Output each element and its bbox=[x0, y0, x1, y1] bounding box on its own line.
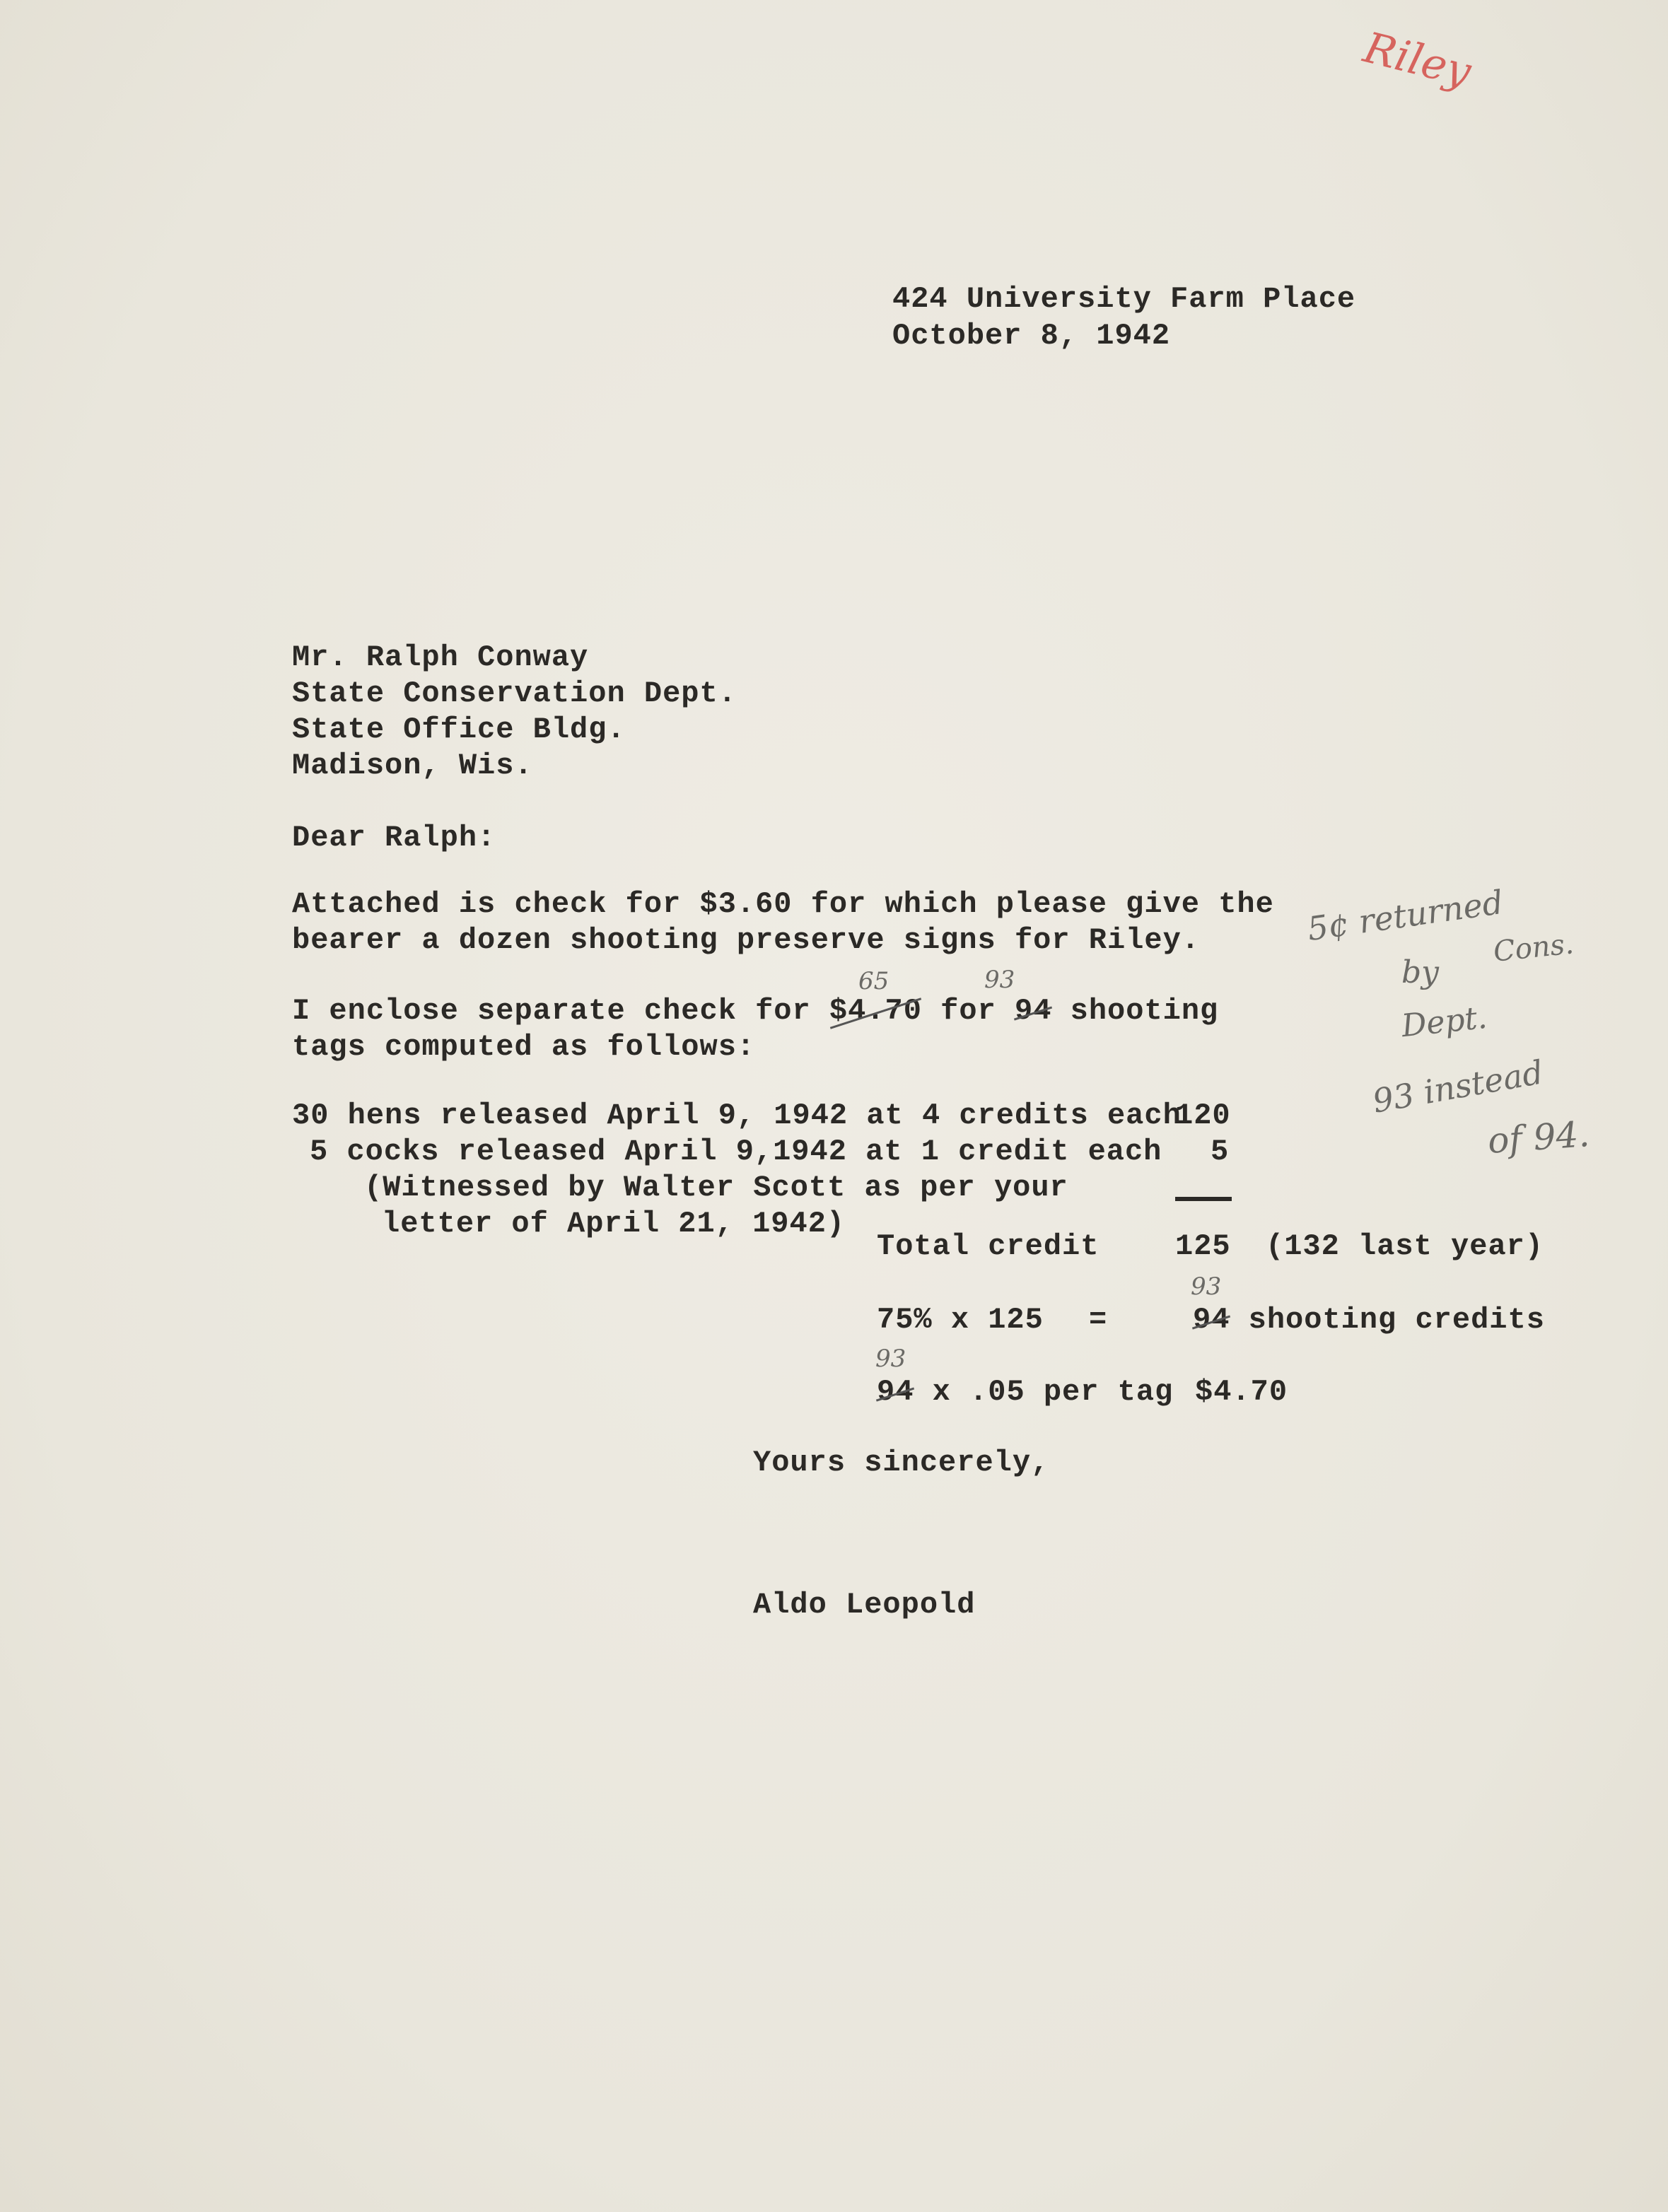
margin-note-line6: of 94. bbox=[1486, 1113, 1591, 1161]
correction-amount-65: 65 bbox=[858, 967, 890, 995]
computation-row1-value: 120 bbox=[1175, 1099, 1231, 1133]
total-credit-label: Total credit bbox=[877, 1229, 1100, 1263]
signature: Aldo Leopold bbox=[753, 1588, 976, 1622]
correction-credits-93: 93 bbox=[1191, 1272, 1222, 1301]
recipient-dept: State Conservation Dept. bbox=[292, 677, 737, 710]
paragraph2-line1: I enclose separate check for $4.70 for 94 shooting bbox=[292, 994, 1219, 1028]
calculation-tag-cost: 94 x .05 per tag bbox=[877, 1375, 1174, 1409]
margin-note-line5: 93 instead bbox=[1370, 1053, 1546, 1120]
recipient-building: State Office Bldg. bbox=[292, 713, 626, 747]
letter-date: October 8, 1942 bbox=[892, 319, 1171, 353]
struck-tags-94: 94 bbox=[877, 1375, 914, 1409]
correction-count-93: 93 bbox=[984, 966, 1015, 994]
struck-credits-94: 94 bbox=[1193, 1303, 1230, 1337]
paragraph2-line2: tags computed as follows: bbox=[292, 1030, 756, 1064]
recipient-name: Mr. Ralph Conway bbox=[292, 640, 589, 674]
computation-row2-value: 5 bbox=[1211, 1135, 1230, 1169]
tag-cost-value: $4.70 bbox=[1195, 1375, 1288, 1409]
computation-row2: 5 cocks released April 9,1942 at 1 credit each bbox=[310, 1135, 1162, 1169]
margin-note-line4: Dept. bbox=[1399, 999, 1489, 1045]
recipient-city: Madison, Wis. bbox=[292, 749, 533, 783]
calculation-equals: = bbox=[1089, 1303, 1108, 1337]
computation-row1: 30 hens released April 9, 1942 at 4 credits each bbox=[292, 1099, 1182, 1133]
handwritten-riley-note: Riley bbox=[1358, 23, 1476, 98]
total-credit-value: 125 bbox=[1175, 1229, 1231, 1263]
margin-note-line2: Cons. bbox=[1491, 927, 1575, 969]
salutation: Dear Ralph: bbox=[292, 821, 496, 855]
closing: Yours sincerely, bbox=[753, 1446, 1050, 1480]
total-credit-note: (132 last year) bbox=[1266, 1229, 1544, 1263]
margin-note-line3: by bbox=[1401, 954, 1440, 990]
margin-note-line1: 5¢ returned bbox=[1305, 882, 1506, 949]
calculation-shooting-credits: 75% x 125 bbox=[877, 1303, 1044, 1337]
struck-count: 94 bbox=[1014, 994, 1052, 1028]
paragraph1-line2: bearer a dozen shooting preserve signs for Riley. bbox=[292, 923, 1201, 957]
correction-tags-93: 93 bbox=[875, 1345, 906, 1373]
witness-line2: letter of April 21, 1942) bbox=[382, 1207, 846, 1241]
witness-line1: (Witnessed by Walter Scott as per your bbox=[364, 1171, 1068, 1205]
paragraph1-line1: Attached is check for $3.60 for which please give the bbox=[292, 887, 1274, 921]
sender-address: 424 University Farm Place bbox=[892, 282, 1356, 316]
calculation-credits-result: 94 shooting credits bbox=[1193, 1303, 1545, 1337]
struck-amount: $4.70 bbox=[829, 994, 922, 1028]
sum-rule bbox=[1175, 1197, 1232, 1201]
